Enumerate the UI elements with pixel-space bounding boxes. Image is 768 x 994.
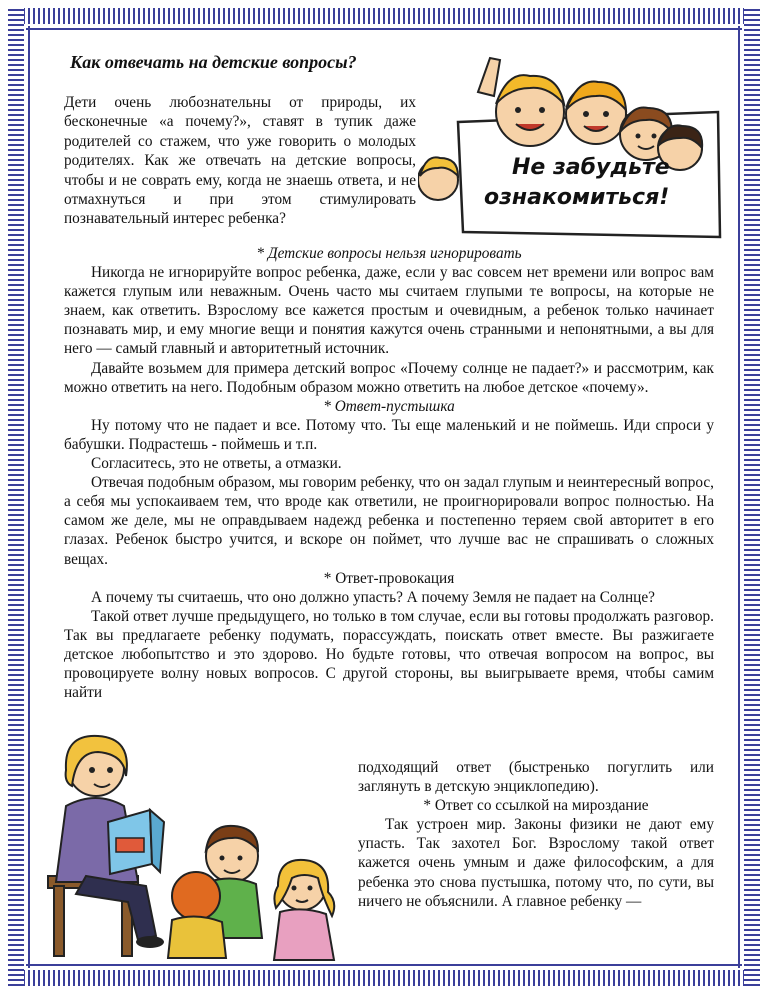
paragraph-5: Отвечая подобным образом, мы говорим ребенку, что он задал глупым и неинтересный вопрос, а себя мы успокаиваем тем, что вроде как ответили, не проигнорировали вопрос полностью. На самом же деле, мы не оправдываем надежд ребенка и постепенно теряем свой авторитет в его глазах. Ребенок быстро учится, и вскоре он поймет, что лучше вас не спрашивать о сложных вещах. [64,474,714,568]
border-inner-line-right [738,26,740,968]
intro-paragraph [64,93,416,229]
border-inner-line-bottom [26,964,742,966]
border-inner-line-top [26,28,742,30]
section-heading-provocation: * Ответ-провокация [323,569,455,587]
border-right [744,8,760,986]
border-top [8,8,760,24]
teacher-reading-illustration [46,726,352,962]
intro-text: Дети очень любознательны от природы, их бесконечные «а почему?», ставят в тупик даже родителей со стажем, что уже говорить о молодых родителях. Как же отвечать на детские вопросы, чтобы и не соврать ему, когда не знаешь ответа, и не отмахнуться и при этом стимулировать познавательный интерес ребенка? [64,94,416,228]
paragraph-1: Никогда не игнорируйте вопрос ребенка, даже, если у вас совсем нет времени или вопрос вам кажется глупым или неважным. Очень часто мы считаем глупыми те вопросы, на которые не знаем, как ответить. Взрослому все кажется простым и очевидным, а ребенок только начинает познавать мир, и ему многие вещи и понятия кажутся очень странными и непонятными, а вы для него — самый главный и авторитетный источник. [64,264,714,358]
paragraph-2: Давайте возьмем для примера детский вопрос «Почему солнце не падает?» и рассмотрим, как можно ответить на него. Подобным образом можно ответить на любое детское «почему». [64,359,714,396]
banner-text-2: ознакомиться! [484,185,670,210]
section-heading-universe: * Ответ со ссылкой на мироздание [423,797,649,815]
border-inner-line-left [28,26,30,968]
section-heading-ignore: * Детские вопросы нельзя игнорировать [256,245,522,262]
paragraph-7-continued: подходящий ответ (быстренько погуглить или заглянуть в детскую энциклопедию). [358,759,714,796]
paragraph-7: Такой ответ лучше предыдущего, но только в том случае, если вы готовы продолжать разговор. Так вы предлагаете ребенку подумать, порассуждать, поискать ответ вместе. Вы разжигаете детское любопытство и это здорово. Но будьте готовы, что отвечая вопросом на вопрос, вы провоцируете волну новых вопросов. С другой стороны, вы выигрываете время, чтобы самим найти [64,607,714,702]
paragraph-6: А почему ты считаешь, что оно должно упасть? А почему Земля не падает на Солнце? [91,588,655,606]
page-title: Как отвечать на детские вопросы? [70,52,357,72]
border-bottom [8,970,760,986]
narrow-text-column [358,758,714,911]
kids-banner-illustration [418,52,722,242]
paragraph-8: Так устроен мир. Законы физики не дают ему упасть. Так захотел Бог. Взрослому такой ответ кажется очень умным и даже философским, а для ребенка это снова пустышка, потому что, по сути, вы ничего не объяснили. А главное ребенку — [358,816,714,910]
section-heading-empty-answer: * Ответ-пустышка [323,397,455,415]
border-left [8,8,24,986]
banner-text-1: Не забудьте [512,155,670,180]
main-text [64,244,714,702]
paragraph-3: Ну потому что не падает и все. Потому что. Ты еще маленький и не поймешь. Иди спроси у бабушки. Подрастешь - поймешь и т.п. [64,416,714,453]
paragraph-4: Согласитесь, это не ответы, а отмазки. [91,455,342,473]
